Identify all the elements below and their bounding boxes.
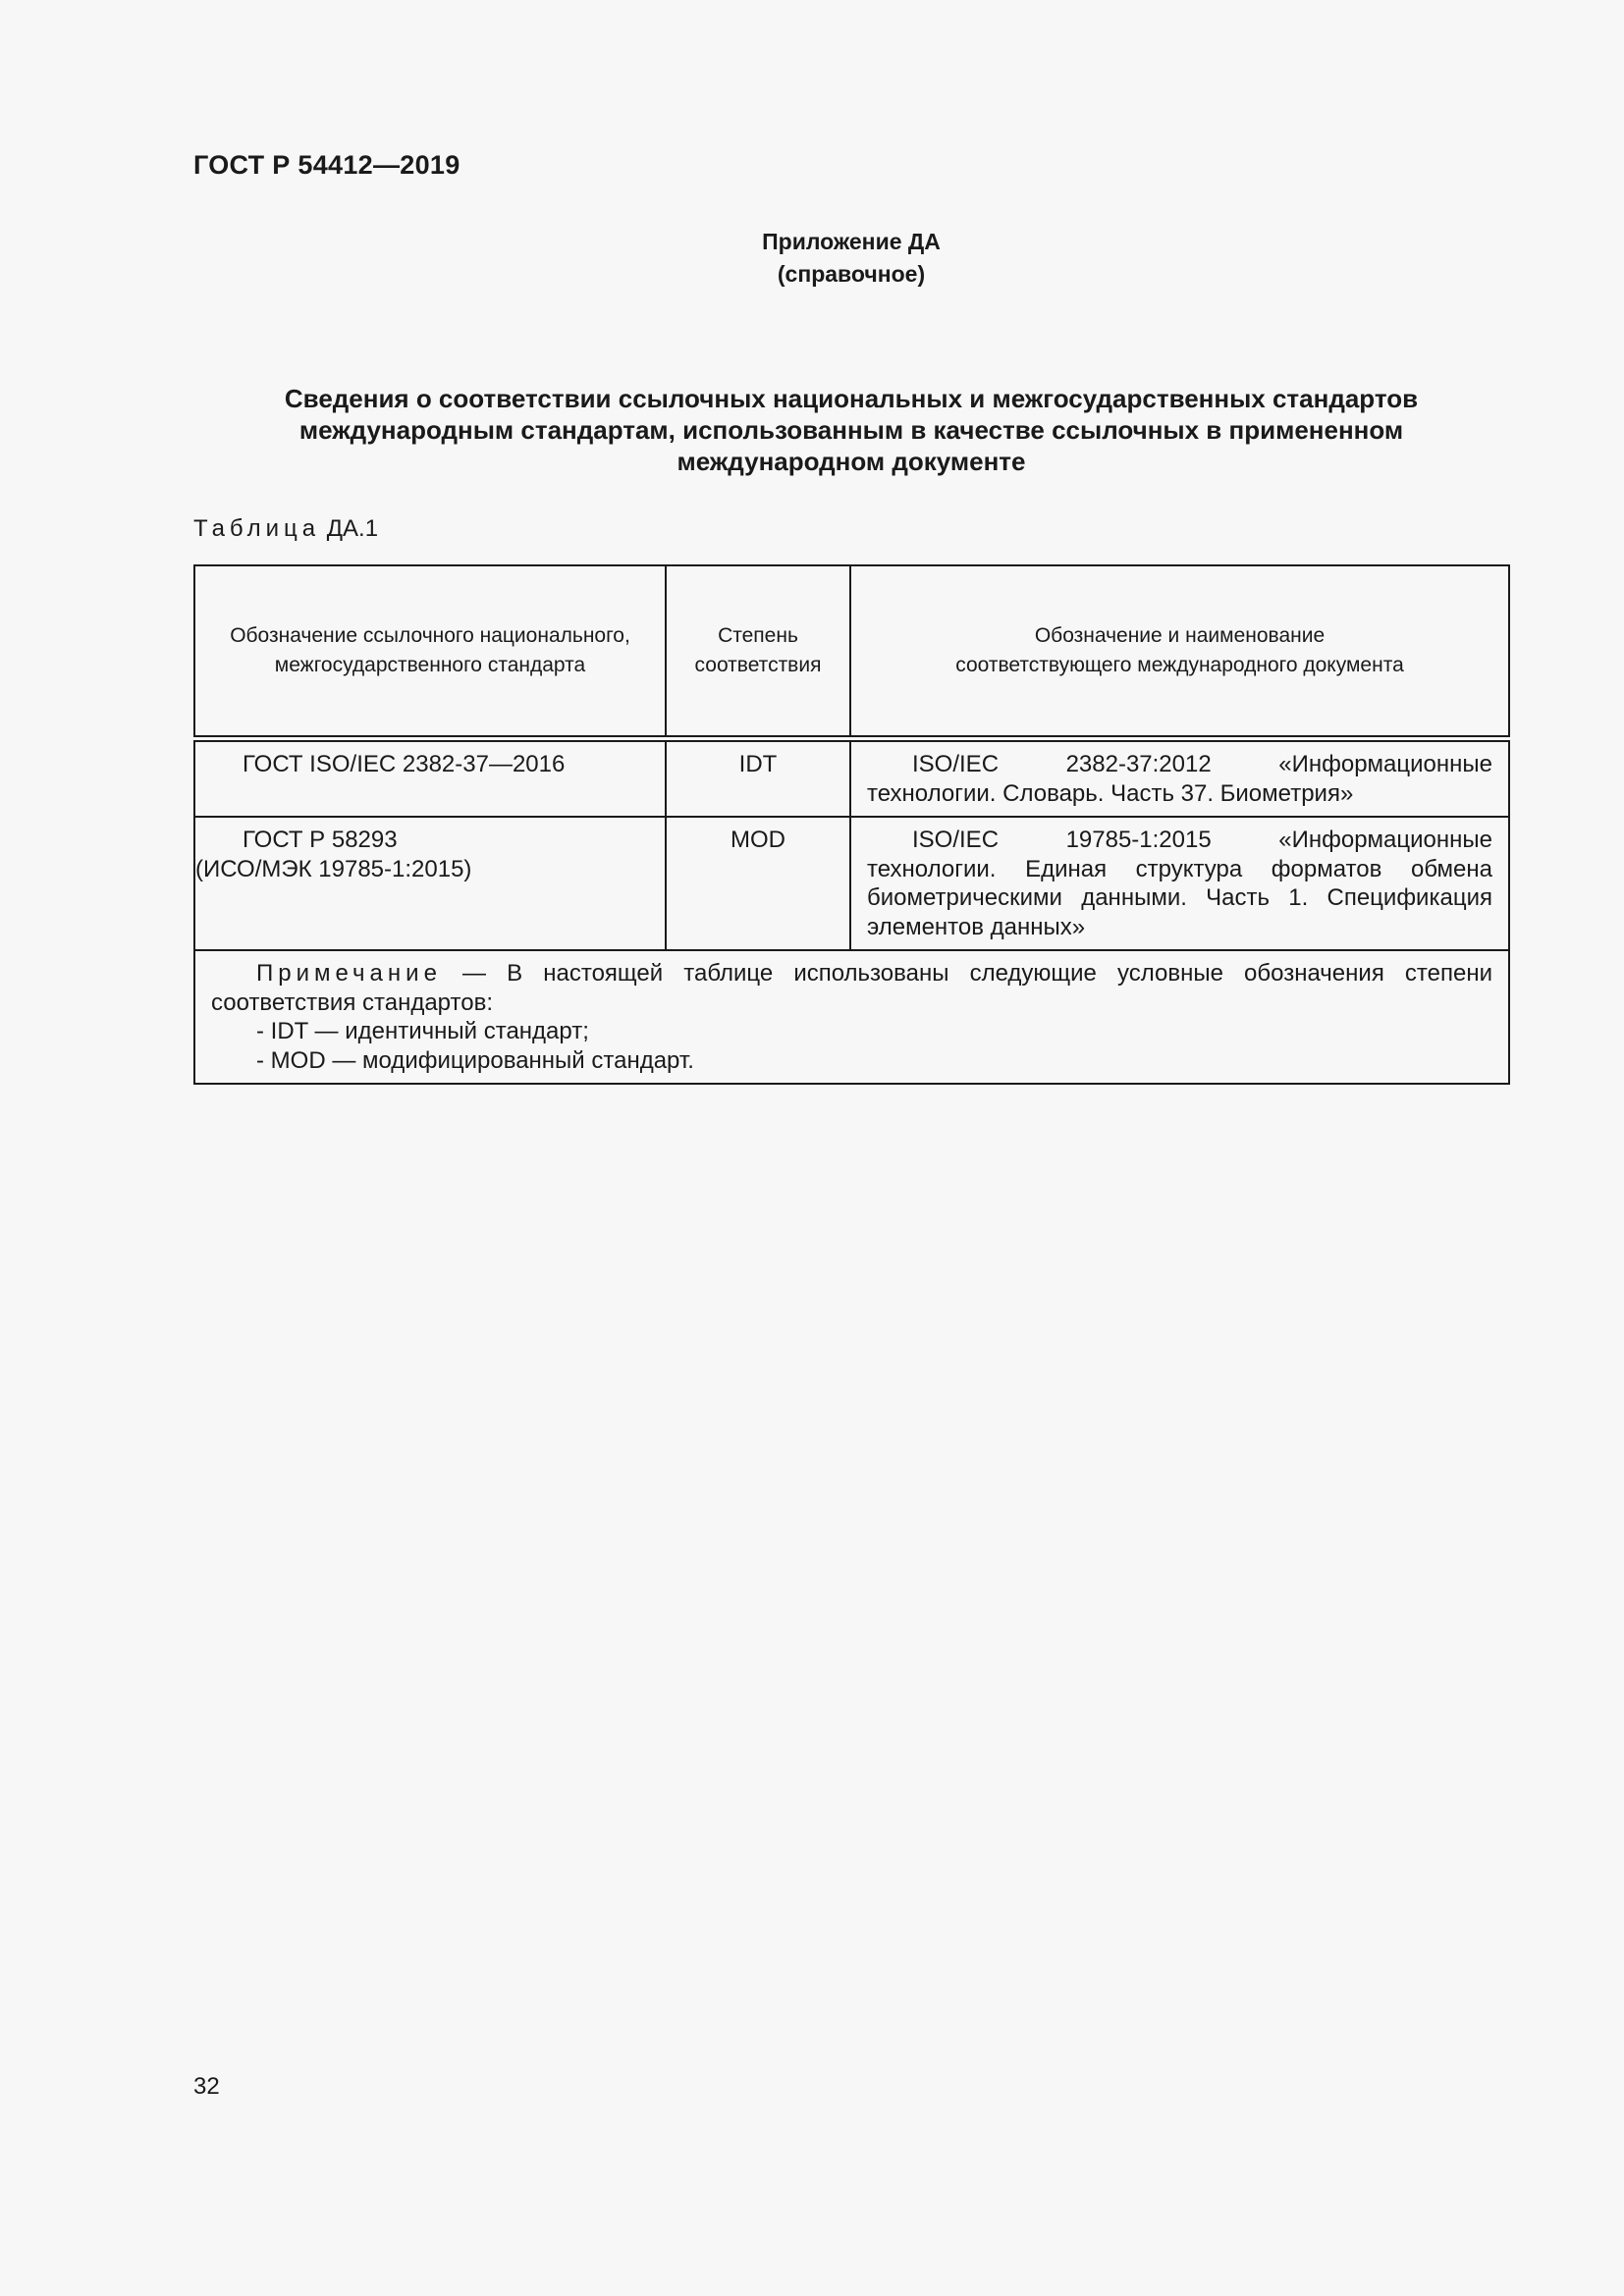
note-list-item: - IDT — идентичный стандарт; bbox=[256, 1018, 589, 1044]
table-label bbox=[193, 515, 378, 543]
table-row bbox=[194, 739, 1509, 818]
appendix-title: Приложение ДА bbox=[762, 229, 941, 254]
note-list-item: - MOD — модифицированный стандарт. bbox=[256, 1046, 694, 1074]
header-text: соответствующего международного документа bbox=[955, 654, 1404, 676]
table-row bbox=[194, 817, 1509, 950]
header-text: Обозначение и наименование bbox=[1034, 624, 1326, 647]
standard-identity: (ИСО/МЭК 19785-1:2015) bbox=[195, 855, 472, 882]
header-cell-standard bbox=[194, 565, 666, 739]
section-title bbox=[193, 383, 1509, 477]
standard-cell bbox=[194, 739, 666, 818]
degree-value: IDT bbox=[738, 751, 778, 777]
standard-designation: ГОСТ ISO/IEC 2382-37—2016 bbox=[243, 751, 566, 777]
section-title-line: международным стандартам, использованным в качестве ссылочных в примененном bbox=[298, 415, 1404, 445]
section-title-line: Сведения о соответствии ссылочных национальных и межгосударственных стандартов bbox=[284, 384, 1419, 413]
degree-cell bbox=[666, 739, 850, 818]
degree-cell bbox=[666, 817, 850, 950]
standard-designation: ГОСТ Р 58293 bbox=[243, 827, 398, 853]
international-cell bbox=[850, 739, 1509, 818]
conformity-table bbox=[193, 564, 1510, 1085]
header-text: соответствия bbox=[694, 654, 822, 676]
note-cell bbox=[194, 950, 1509, 1084]
international-document: ISO/IEC 2382-37:2012 «Информационные технологии. Словарь. Часть 37. Биометрия» bbox=[867, 751, 1492, 807]
appendix-heading bbox=[0, 226, 1624, 291]
table-note-row bbox=[194, 950, 1509, 1084]
note-body: — В настоящей таблице использованы следующие условные обозначения степени соответствия стандартов: bbox=[211, 960, 1492, 1016]
appendix-subtitle: (справочное) bbox=[777, 261, 926, 287]
table-label-prefix: Таблица bbox=[193, 515, 321, 542]
header-text: Степень bbox=[718, 624, 798, 647]
page-number: 32 bbox=[193, 2073, 220, 2100]
header-text: межгосударственного стандарта bbox=[274, 654, 586, 676]
document-code: ГОСТ Р 54412—2019 bbox=[193, 150, 460, 180]
international-document: ISO/IEC 19785-1:2015 «Информационные технологии. Единая структура форматов обмена биометрическими данными. Часть 1. Спецификация элементов данных» bbox=[867, 827, 1492, 940]
table-label-number: ДА.1 bbox=[326, 515, 379, 542]
header-cell-degree bbox=[666, 565, 850, 739]
table-header-row bbox=[194, 565, 1509, 739]
note-text bbox=[211, 959, 1492, 1017]
section-title-line: международном документе bbox=[677, 447, 1026, 476]
header-text: Обозначение ссылочного национального, bbox=[230, 624, 630, 647]
standard-cell bbox=[194, 817, 666, 950]
header-cell-international bbox=[850, 565, 1509, 739]
international-cell bbox=[850, 817, 1509, 950]
degree-value: MOD bbox=[731, 827, 785, 853]
note-label: Примечание bbox=[256, 960, 442, 987]
